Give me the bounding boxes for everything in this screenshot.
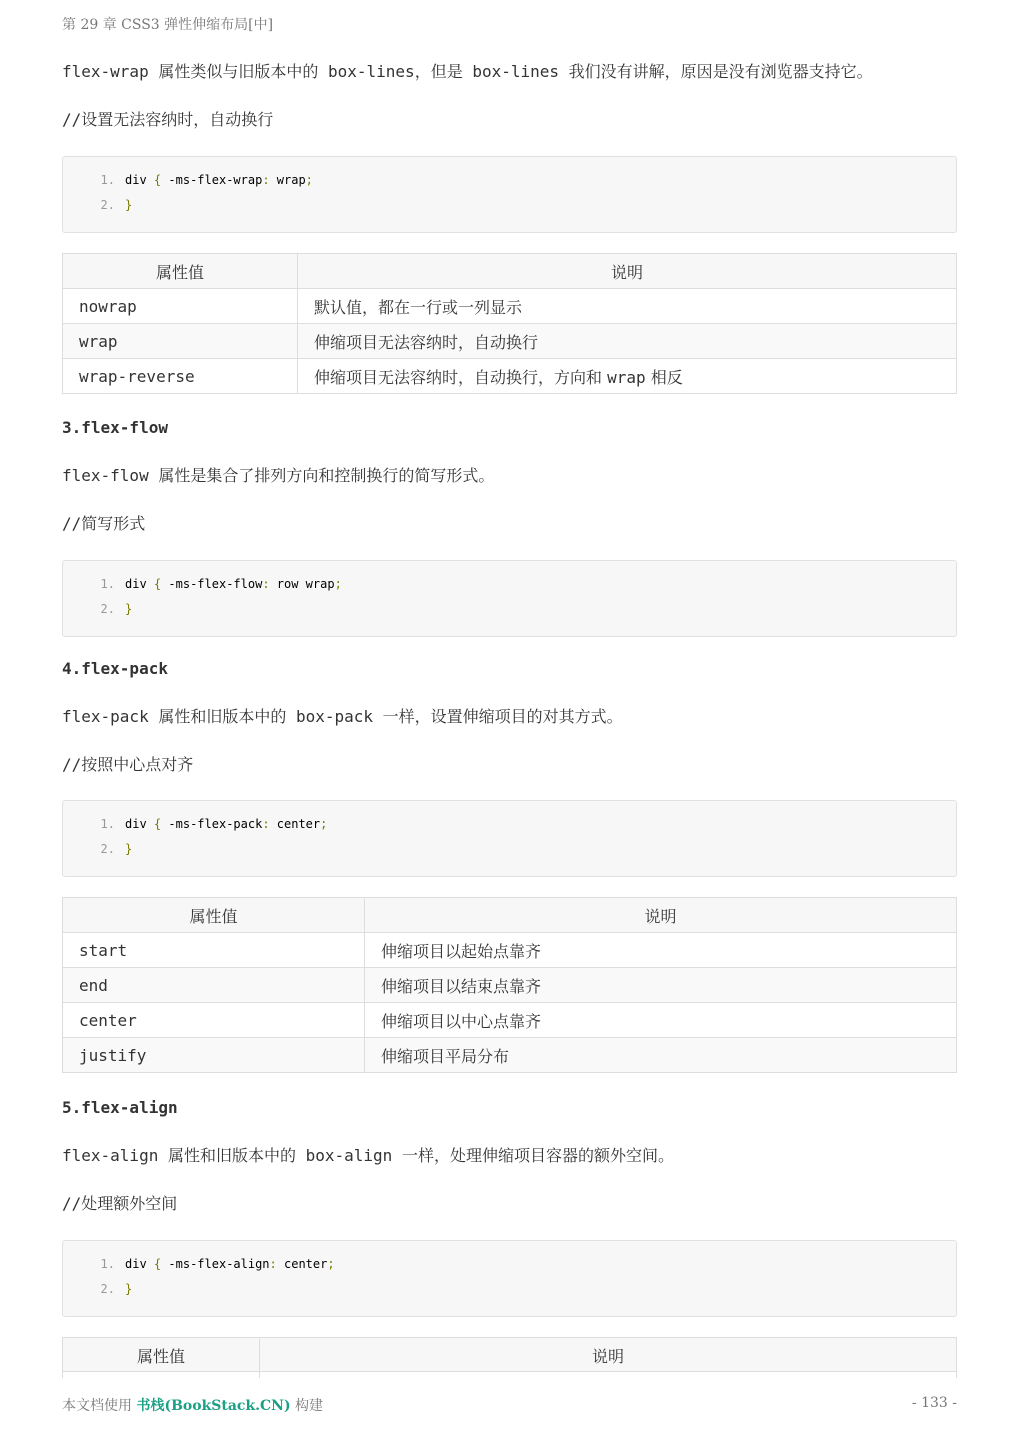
code-property: -ms-flex-flow [168, 577, 263, 591]
code-block [62, 560, 957, 637]
paragraph-flex-align [62, 1144, 957, 1168]
paragraph-flex-pack [62, 705, 957, 729]
line-number: 2. [100, 602, 115, 616]
code-colon: : [262, 817, 270, 831]
line-number: 1. [100, 173, 115, 187]
section-heading: 4.flex-pack [62, 659, 168, 678]
footer-brand-link[interactable]: 书栈(BookStack.CN) [136, 1398, 291, 1414]
code-semicolon: ; [327, 1257, 335, 1271]
paragraph-flex-flow [62, 464, 957, 488]
code-brace: } [125, 198, 133, 212]
footer-credit [62, 1395, 323, 1415]
cell-desc: 伸缩项目以结束点靠齐 [365, 968, 957, 1003]
table-row [63, 968, 957, 1003]
paragraph-text: 属性是集合了排列方向和控制换行的简写形式。 [148, 466, 495, 485]
paragraph-text: 属性和旧版本中的 [158, 1146, 306, 1165]
cell-desc: 伸缩项目平局分布 [365, 1038, 957, 1073]
code-property: -ms-flex-align [168, 1257, 270, 1271]
code-colon: : [262, 173, 270, 187]
column-header-value: 属性值 [63, 254, 298, 289]
line-number: 2. [100, 198, 115, 212]
code-line [63, 814, 327, 834]
code-brace: { [153, 577, 162, 591]
code-property: -ms-flex-pack [168, 817, 263, 831]
line-number: 1. [100, 817, 115, 831]
table-divider [62, 1372, 63, 1378]
inline-code: box-lines [327, 62, 415, 81]
paragraph-text: ，但是 [414, 62, 473, 81]
code-selector: div [125, 817, 147, 831]
comment-text: //按照中心点对齐 [62, 755, 194, 774]
table-row [63, 1003, 957, 1038]
code-semicolon: ; [334, 577, 342, 591]
inline-code: flex-align [62, 1146, 159, 1165]
paragraph-text: 我们没有讲解，原因是没有浏览器支持它。 [559, 62, 873, 81]
cell-desc: 伸缩项目以中心点靠齐 [365, 1003, 957, 1038]
cell-value: nowrap [63, 289, 298, 324]
comment-text: //处理额外空间 [62, 1194, 178, 1213]
code-brace: } [125, 602, 133, 616]
code-brace: { [153, 173, 162, 187]
inline-code: wrap [607, 367, 646, 387]
table-row [63, 1038, 957, 1073]
code-line [63, 599, 132, 619]
code-value: center [276, 1257, 328, 1271]
inline-code: box-lines [472, 62, 560, 81]
cell-desc: 默认值，都在一行或一列显示 [298, 289, 957, 324]
inline-code: box-pack [295, 707, 374, 726]
inline-code: flex-pack [62, 707, 149, 726]
footer-text: 构建 [290, 1398, 324, 1414]
line-number: 2. [100, 842, 115, 856]
column-header-value: 属性值 [63, 898, 365, 933]
comment-text: //简写形式 [62, 514, 146, 533]
code-line [63, 195, 132, 215]
footer-text: 本文档使用 [62, 1398, 137, 1414]
table-row [63, 324, 957, 359]
cell-value: center [63, 1003, 365, 1038]
inline-code: flex-wrap [62, 62, 149, 81]
page-number: - 133 - [911, 1395, 957, 1411]
property-table-flex-align [62, 1337, 957, 1372]
code-line [63, 574, 342, 594]
table-row [63, 289, 957, 324]
code-semicolon: ; [305, 173, 313, 187]
column-header-desc: 说明 [365, 898, 957, 933]
paragraph-text: 属性和旧版本中的 [148, 707, 296, 726]
cell-value: wrap-reverse [63, 359, 298, 394]
section-heading: 3.flex-flow [62, 418, 168, 437]
comment-text: //设置无法容纳时，自动换行 [62, 110, 274, 129]
code-property: -ms-flex-wrap [168, 173, 263, 187]
inline-code: box-align [305, 1146, 393, 1165]
cell-value: start [63, 933, 365, 968]
table-row [63, 359, 957, 394]
paragraph-text: 一样，设置伸缩项目的对其方式。 [373, 707, 623, 726]
code-block [62, 156, 957, 233]
code-semicolon: ; [320, 817, 328, 831]
paragraph-text: 属性类似与旧版本中的 [148, 62, 328, 81]
code-brace: } [125, 1282, 133, 1296]
code-value: center [269, 817, 321, 831]
code-block [62, 1240, 957, 1317]
line-number: 2. [100, 1282, 115, 1296]
code-colon: : [269, 1257, 277, 1271]
table-divider [956, 1372, 957, 1378]
code-line [63, 1279, 132, 1299]
column-header-value: 属性值 [63, 1338, 260, 1373]
property-table-flex-wrap [62, 253, 957, 394]
inline-code: flex-flow [62, 466, 149, 485]
code-selector: div [125, 173, 147, 187]
line-number: 1. [100, 1257, 115, 1271]
code-block [62, 800, 957, 877]
code-line [63, 839, 132, 859]
cell-desc: 伸缩项目以起始点靠齐 [365, 933, 957, 968]
column-header-desc: 说明 [298, 254, 957, 289]
paragraph-text: 一样，处理伸缩项目容器的额外空间。 [392, 1146, 674, 1165]
paragraph-flex-wrap [62, 60, 957, 84]
cell-desc: 伸缩项目无法容纳时，自动换行 [298, 324, 957, 359]
cell-desc [298, 359, 957, 394]
code-brace: { [153, 817, 162, 831]
cell-text: 伸缩项目无法容纳时，自动换行，方向和 [314, 367, 608, 387]
cell-value: justify [63, 1038, 365, 1073]
section-heading: 5.flex-align [62, 1098, 178, 1117]
code-selector: div [125, 577, 147, 591]
code-value: row wrap [269, 577, 335, 591]
property-table-flex-pack [62, 897, 957, 1073]
code-colon: : [262, 577, 270, 591]
line-number: 1. [100, 577, 115, 591]
code-brace: } [125, 842, 133, 856]
cell-value: wrap [63, 324, 298, 359]
code-line [63, 1254, 335, 1274]
table-divider [62, 1371, 957, 1372]
table-divider [259, 1372, 260, 1378]
code-line [63, 170, 313, 190]
code-value: wrap [269, 173, 306, 187]
code-selector: div [125, 1257, 147, 1271]
code-brace: { [153, 1257, 162, 1271]
column-header-desc: 说明 [260, 1338, 957, 1373]
table-row [63, 933, 957, 968]
cell-text: 相反 [645, 367, 683, 387]
chapter-header: 第 29 章 CSS3 弹性伸缩布局[中] [62, 17, 274, 33]
cell-value: end [63, 968, 365, 1003]
